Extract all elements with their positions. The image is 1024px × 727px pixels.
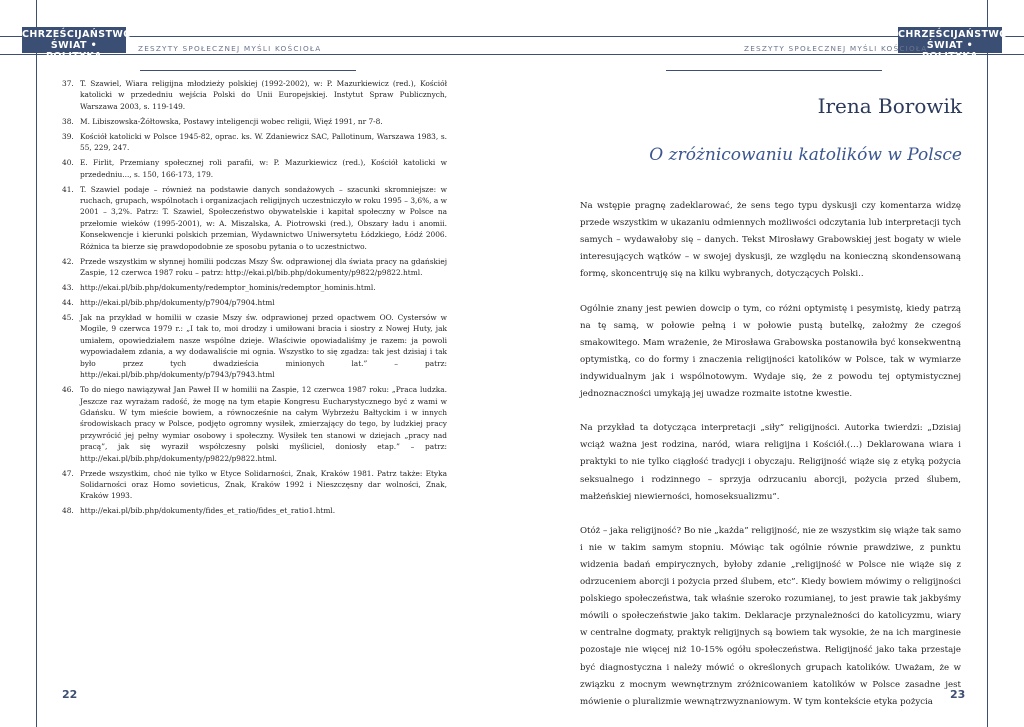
logo-line: ŚWIAT • POLITYKA (922, 40, 978, 62)
footnote-number: 39. (62, 131, 74, 141)
footnote-number: 41. (62, 184, 74, 194)
article-title: O zróżnicowaniu katolików w Polsce (649, 145, 962, 165)
footnote-number: 42. (62, 256, 74, 266)
body-paragraph: Na przykład ta dotycząca interpretacji „siły” religijności. Autorka twierdzi: „Dzisiaj wciąż ważna jest rodzina, naród, wiara religijna i Kościół.(…) Deklarowana wiara i praktyki to nie tylko ciągłość tradycji i obyczaju. Religijność wiąże się z etyką pożycia seksualnego i rodzinnego – sprzyja odrzucaniu aborcji, pożycia przed ślubem, małżeńskiej niewierności, homoseksualizmu”. (580, 423, 961, 502)
footnote-text: Kościół katolicki w Polsce 1945-82, oprac. ks. W. Zdaniewicz SAC, Pallotinum, Warszawa 1983, s. 55, 229, 247. (80, 131, 447, 153)
footnote-text: http://ekai.pl/bib.php/dokumenty/redemptor_hominis/redemptor_hominis.html. (80, 283, 376, 293)
footnotes-list (62, 78, 447, 520)
footnote (62, 468, 447, 502)
footnote (62, 157, 447, 180)
footnote-text: T. Szawiel, Wiara religijna młodzieży polskiej (1992-2002), w: P. Mazurkiewicz (red.), Kościół katolicki w przededniu wejścia Polski do Unii Europejskiej. Instytut Spraw Publicznych, Warszawa 2003, s. 119-149. (80, 79, 447, 111)
publication-logo (22, 27, 132, 62)
logo-line: CHRZEŚCIJAŃSTWO (22, 29, 132, 40)
footnote (62, 505, 447, 516)
footnote-text: Jak na przykład w homilii w czasie Mszy św. odprawionej przed opactwem OO. Cystersów w Mogile, 9 czerwca 1979 r.: „I tak to, moi drodzy i umiłowani bracia i siostry z Nowej Huty, jak umiałem, opowiedziałem nasze wspólne dzieje. Właściwie opowiadaliśmy je razem: ja powoli wypowiadałem zdania, a wy dodawaliście mi ognia. Wszystko to się zgadza: tak jest dzisiaj i tak było przez tych dwadzieścia minionych lat.” – patrz: http://ekai.pl/bib.php/dokumenty/p7943/p7943.html (80, 313, 447, 380)
footnote (62, 297, 447, 308)
footnote-number: 43. (62, 283, 74, 293)
article-author: Irena Borowik (817, 94, 962, 118)
footnote-number: 37. (62, 79, 74, 88)
body-paragraph: Otóż – jaka religijność? Bo nie „każda” religijność, nie ze wszystkim się wiąże tak samo i nie w takim samym stopniu. Mówiąc tak ogólnie równie prawdziwe, z punktu widzenia badań empirycznych, byłoby zdanie „religijność w Polsce nie wiąże się z odrzuceniem aborcji i pożycia przed ślubem, etc”. Kiedy bowiem mówimy o religijności polskiego społeczeństwa, tak właśnie szeroko rozumianej, to jest prawie tak jakbyśmy mówili o społeczeństwie jako takim. Deklaracje przynależności do katolicyzmu, wiary w centralne dogmaty, praktyk religijnych są bowiem tak wysokie, że na ich marginesie pozostaje nie więcej niż 10-15% ogółu społeczeństwa. Religijność jako taka przestaje być diagnostyczna i należy mówić o określonych grupach katolików. Uważam, że w związku z mocnym wewnętrznym zróżnicowaniem katolików w Polsce zasadne jest mówienie o pluralizmie wewnątrzwyznaniowym. W tym kontekście etyka pożycia (580, 525, 961, 707)
footnote-text: M. Libiszowska-Żółtowska, Postawy inteligencji wobec religii, Więź 1991, nr 7-8. (80, 116, 383, 126)
running-header: ZESZYTY SPOŁECZNEJ MYŚLI KOŚCIOŁA (744, 44, 928, 53)
page-number: 22 (62, 688, 78, 701)
logo-line: CHRZEŚCIJAŃSTWO (898, 29, 1008, 40)
footnote-number: 40. (62, 158, 74, 168)
footnote-text: Przede wszystkim w słynnej homilii podczas Mszy Św. odprawionej dla świata pracy na gdańskiej Zaspie, 12 czerwca 1987 roku – patrz: http://ekai.pl/bib.php/dokumenty/p9822/p9822.html. (80, 256, 447, 278)
footnote-number: 44. (62, 298, 74, 308)
footnote (62, 116, 447, 127)
footnote (62, 131, 447, 154)
margin-rule (36, 0, 37, 727)
footnote-text: E. Firlit, Przemiany społecznej roli parafii, w: P. Mazurkiewicz (red.), Kościół katolicki w przededniu..., s. 150, 166-173, 179. (80, 158, 447, 179)
article-body (580, 198, 961, 727)
header-rule-short (666, 70, 882, 71)
footnote (62, 256, 447, 279)
footnote-text: T. Szawiel podaje – również na podstawie danych sondażowych – szacunki skromniejsze: w ruchach, grupach, wspólnotach i organizacjach religijnych uczestniczyło w roku 1995 – 3,6%, a w 2001 – 3,2%. Patrz: T. Szawiel, Społeczeństwo obywatelskie i kapitał społeczny w Polsce na przełomie wieków (1995-2001), w: A. Miszalska, A. Piotrowski (red.), Obszary ładu i anomii. Konsekwencje i kierunki polskich przemian, Wydawnictwo Uniwersytetu Łódzkiego, Łódź 2006. Różnica ta bierze się prawdopodobnie ze sposobu pytania o to uczestnictwo. (80, 184, 447, 251)
header-rule-short (140, 70, 356, 71)
footnote (62, 312, 447, 380)
logo-line: ŚWIAT • POLITYKA (46, 40, 102, 62)
footnote-text: http://ekai.pl/bib.php/dokumenty/fides_et_ratio/fides_et_ratio1.html. (80, 506, 336, 516)
running-header: ZESZYTY SPOŁECZNEJ MYŚLI KOŚCIOŁA (138, 44, 322, 53)
margin-rule (987, 0, 988, 727)
footnote-number: 38. (62, 116, 74, 126)
footnote-text: http://ekai.pl/bib.php/dokumenty/p7904/p7904.html (80, 298, 275, 308)
footnote (62, 184, 447, 252)
footnote-number: 48. (62, 506, 74, 516)
footnote (62, 78, 447, 112)
footnote-text: To do niego nawiązywał Jan Paweł II w homilii na Zaspie, 12 czerwca 1987 roku: „Praca ludzka. Jeszcze raz wyrażam radość, że mogę na tym etapie Kongresu Eucharystycznego być z wami w Gdańsku. W tym mieście bowiem, a równocześnie na całym Wybrzeżu Bałtyckim i w innych środowiskach pracy w Polsce, podjęto ogromny wysiłek, zmierzający do tego, by ludzkiej pracy przywrócić jej pełny wymiar osobowy i społeczny. Wysiłek ten stanowi w dziejach „pracy nad pracą”, jak się wyraził współczesny polski myśliciel, doniosły etap.” – patrz: http://ekai.pl/bib.php/dokumenty/p9822/p9822.html. (80, 385, 447, 463)
right-page (512, 0, 1024, 727)
page-number: 23 (950, 688, 966, 701)
footnote-number: 45. (62, 313, 74, 323)
body-paragraph: Ogólnie znany jest pewien dowcip o tym, co różni optymistę i pesymistę, kiedy patrzą na tę samą, w połowie pełną i w połowie pustą butelkę, założmy że czegoś smakowitego. Mam wrażenie, że Mirosława Grabowska postanowiła być konsekwentną optymistką, co do formy i znaczenia religijności katolików w Polsce, tak w wymiarze indywidualnym jak i wspólnotowym. Wydaje się, że z powodu tej optymistycznej jednoznaczności umykają jej uwadze rozmaite istotne kwestie. (580, 303, 961, 400)
footnote (62, 282, 447, 293)
footnote-number: 47. (62, 468, 74, 478)
body-paragraph: Na wstępie pragnę zadeklarować, że sens tego typu dyskusji czy komentarza widzę przede wszystkim w ukazaniu odmiennych możliwości odczytania lub interpretacji tych samych – wydawałoby się – danych. Tekst Mirosławy Grabowskiej jest bogaty w wiele interesujących wątków – w swojej dyskusji, ze względu na konieczną skondensowaną formę, skoncentruję się na kilku wybranych, dotyczących Polski.. (580, 201, 961, 280)
footnote-text: Przede wszystkim, choć nie tylko w Etyce Solidarności, Znak, Kraków 1981. Patrz także: Etyka Solidarności oraz Homo sovieticus, Znak, Kraków 1992 i Nieszczęsny dar wolności, Znak, Kraków 1993. (80, 468, 447, 501)
footnote-number: 46. (62, 385, 74, 395)
footnote (62, 384, 447, 464)
